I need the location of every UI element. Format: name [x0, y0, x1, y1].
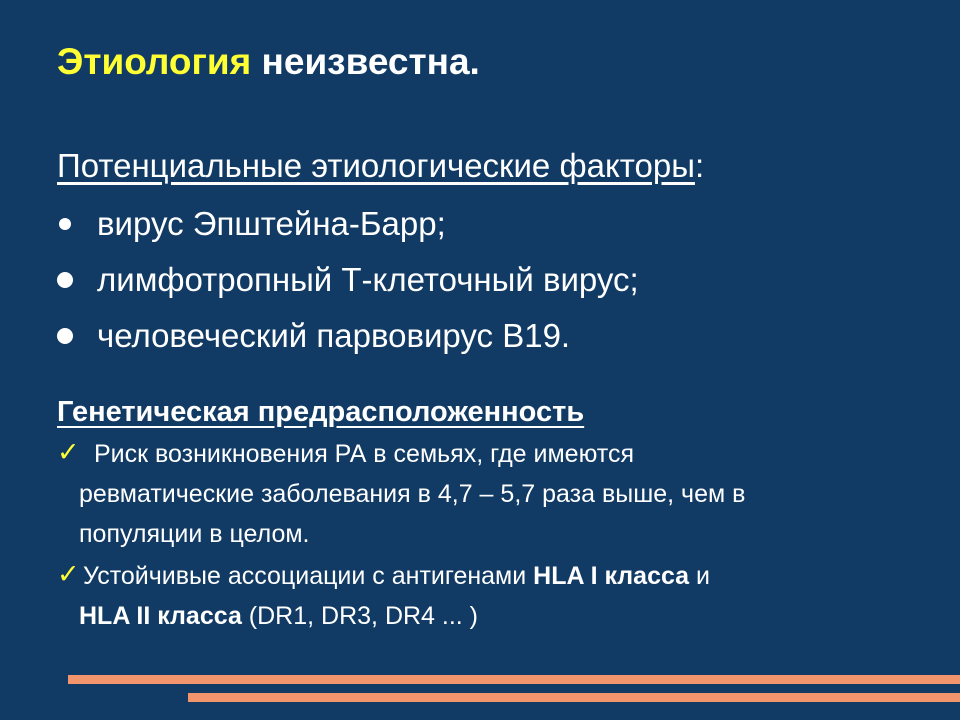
factors-heading	[57, 144, 937, 188]
genetic-item-risk-line3: популяции в целом.	[79, 520, 310, 548]
hla-text-1: Устойчивые ассоциации с антигенами	[83, 562, 534, 590]
factors-section	[57, 144, 937, 356]
genetic-item-risk-line2: ревматические заболевания в 4,7 – 5,7 раза выше, чем в	[79, 480, 746, 508]
factor-item-label: человеческий парвовирус В19.	[97, 317, 571, 354]
genetic-item-hla-line2	[79, 596, 947, 636]
bullet-icon	[57, 328, 73, 344]
genetic-item-hla	[57, 556, 947, 636]
hla-text-2: и	[689, 562, 711, 590]
bullet-icon	[59, 218, 71, 230]
genetic-heading: Генетическая предрасположенность	[57, 396, 585, 428]
factor-item-label: вирус Эпштейна-Барр;	[97, 205, 446, 242]
slide-title	[57, 40, 480, 84]
genetic-item-risk	[57, 434, 947, 554]
genetic-item-hla-line1	[79, 556, 947, 596]
factor-item-label: лимфотропный Т-клеточный вирус;	[97, 261, 639, 298]
factor-item	[57, 260, 937, 300]
factors-heading-colon: :	[694, 147, 705, 184]
title-accent: Этиология	[57, 41, 252, 82]
title-rest: неизвестна.	[261, 41, 480, 82]
genetic-item-risk-line1: Риск возникновения РА в семьях, где имеются	[94, 440, 634, 468]
hla-class-2: HLA II класса	[79, 602, 242, 630]
genetic-section	[57, 392, 947, 636]
checkmark-icon: ✓	[57, 437, 80, 467]
factor-item	[57, 204, 937, 244]
decorative-stripe-top	[68, 675, 960, 684]
decorative-stripe-bottom	[188, 693, 960, 702]
factor-item	[57, 316, 937, 356]
bullet-icon	[57, 272, 73, 288]
factors-heading-text: Потенциальные этиологические факторы	[57, 147, 695, 184]
checkmark-icon: ✓	[57, 559, 80, 589]
hla-text-3: (DR1, DR3, DR4 ... )	[241, 602, 479, 630]
hla-class-1: HLA I класса	[533, 562, 690, 590]
